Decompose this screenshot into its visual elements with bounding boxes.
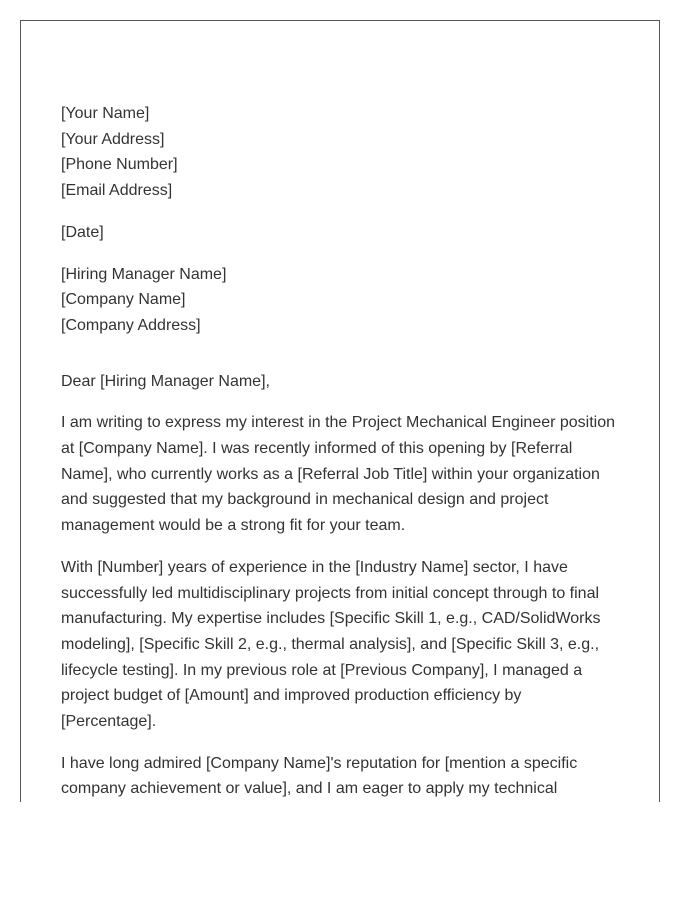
salutation: Dear [Hiring Manager Name], [61, 372, 270, 390]
letter-date: [Date] [61, 223, 104, 241]
recipient-block [61, 262, 621, 339]
recipient-name: [Hiring Manager Name] [61, 265, 227, 283]
recipient-address: [Company Address] [61, 316, 201, 334]
recipient-company: [Company Name] [61, 291, 186, 309]
body-paragraph-2: With [Number] years of experience in the [Industry Name] sector, I have successfully led multidisciplinary projects from initial concept through to final manufacturing. My expertise includes [Specific Skill 1, e.g., CAD/SolidWorks modeling], [Specific Skill 2, e.g., thermal analysis], and [Specific Skill 3, e.g., lifecycle testing]. In my previous role at [Previous Company], I managed a project budget of [Amount] and improved production efficiency by [Percentage]. [61, 558, 601, 731]
sender-block [61, 101, 621, 204]
date-block [61, 220, 621, 246]
sender-phone: [Phone Number] [61, 156, 178, 174]
sender-address: [Your Address] [61, 130, 165, 148]
letter-content [61, 101, 621, 802]
body-paragraph-3: I have long admired [Company Name]'s reputation for [mention a specific company achievement or value], and I am eager to apply my technical [61, 754, 578, 798]
letter-page [20, 20, 660, 802]
sender-email: [Email Address] [61, 182, 173, 200]
body-paragraph-1: I am writing to express my interest in the Project Mechanical Engineer position at [Company Name]. I was recently informed of this opening by [Referral Name], who currently works as a [Referral Job Title] within your organization and suggested that my background in mechanical design and project management would be a strong fit for your team. [61, 414, 616, 535]
sender-name: [Your Name] [61, 105, 150, 122]
